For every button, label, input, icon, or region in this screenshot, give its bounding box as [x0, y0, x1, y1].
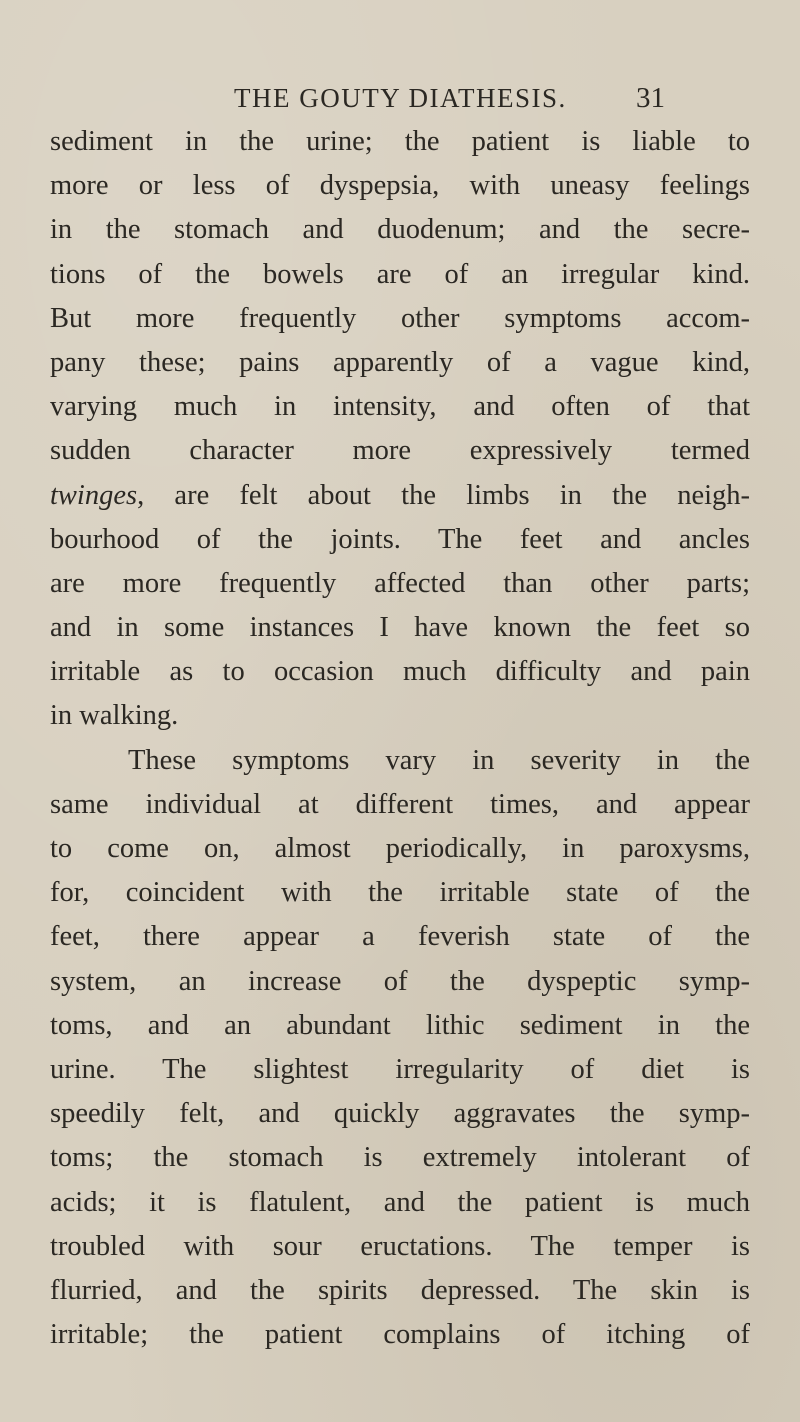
text-line: in walking.	[50, 700, 179, 732]
text-line: toms; the stomach is extremely intolerant of	[50, 1142, 750, 1174]
text-line: more or less of dyspepsia, with uneasy feelings	[50, 170, 750, 202]
running-title: THE GOUTY DIATHESIS.	[234, 83, 567, 113]
italic-term: twinges	[50, 479, 138, 511]
text-line: speedily felt, and quickly aggravates the symp-	[50, 1098, 750, 1130]
running-header	[0, 78, 800, 118]
text-line: sediment in the urine; the patient is liable to	[50, 126, 750, 157]
text-line: same individual at different times, and appear	[50, 788, 750, 820]
text-line: to come on, almost periodically, in paroxysms,	[50, 833, 750, 864]
text-line: bourhood of the joints. The feet and ancles	[50, 523, 750, 555]
text-line: But more frequently other symptoms accom-	[50, 302, 750, 334]
text-line: urine. The slightest irregularity of diet is	[50, 1053, 750, 1085]
text-line: varying much in intensity, and often of that	[50, 391, 750, 423]
text-line: for, coincident with the irritable state of the	[50, 877, 750, 909]
body-text	[50, 120, 750, 1357]
text-line: irritable; the patient complains of itching of	[50, 1319, 750, 1351]
text-line: irritable as to occasion much difficulty and pain	[50, 656, 750, 688]
text-line: are more frequently affected than other parts;	[50, 567, 750, 599]
text-line	[50, 474, 750, 518]
text-line: toms, and an abundant lithic sediment in the	[50, 1009, 750, 1041]
text-line: flurried, and the spirits depressed. The skin is	[50, 1274, 750, 1306]
text-line: sudden character more expressively termed	[50, 435, 750, 467]
text-line: acids; it is flatulent, and the patient is much	[50, 1186, 750, 1218]
line-rest: , are felt about the limbs in the neigh-	[137, 479, 750, 511]
text-line: These symptoms vary in severity in the	[128, 744, 750, 776]
text-line: troubled with sour eructations. The temper is	[50, 1230, 750, 1262]
text-line: pany these; pains apparently of a vague kind,	[50, 346, 750, 378]
text-line: system, an increase of the dyspeptic symp-	[50, 965, 750, 997]
text-line: feet, there appear a feverish state of the	[50, 921, 750, 953]
text-line: in the stomach and duodenum; and the secre-	[50, 214, 750, 246]
text-line: and in some instances I have known the feet so	[50, 612, 750, 644]
page-number: 31	[636, 82, 665, 114]
text-line: tions of the bowels are of an irregular kind.	[50, 258, 750, 290]
